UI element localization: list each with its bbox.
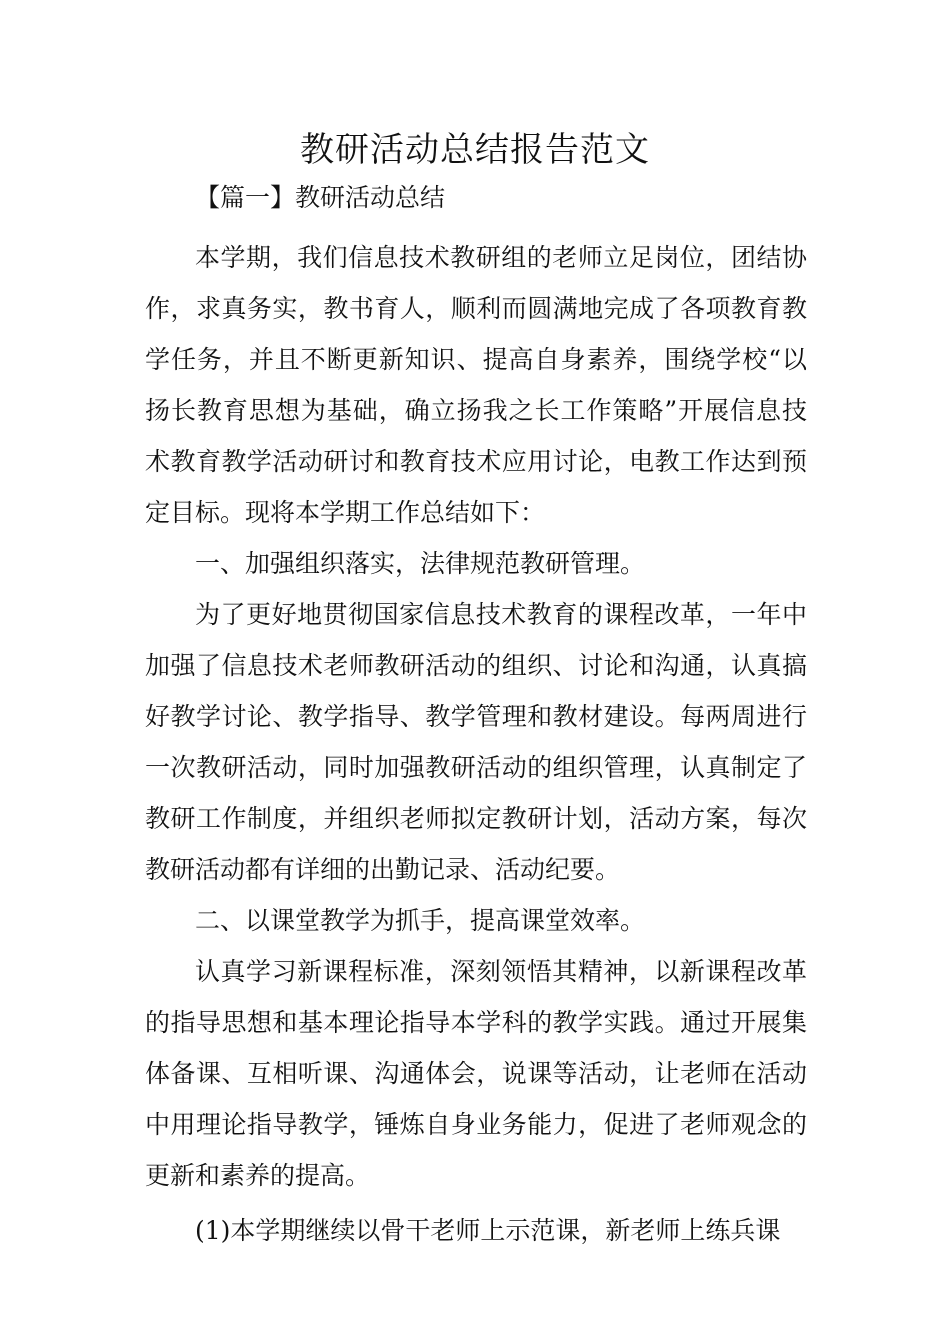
paragraph-heading-one: 一、加强组织落实，法律规范教研管理。 [195,549,646,578]
document-body [145,172,807,1256]
section-heading: 【篇一】教研活动总结 [195,183,446,212]
paragraph-intro: 本学期，我们信息技术教研组的老师立足岗位，团结协作，求真务实，教书育人，顺利而圆满地完成了各项教育教学任务，并且不断更新知识、提高自身素养，围绕学校“以扬长教育思想为基础，确立扬我之长工作策略”开展信息技术教育教学活动研讨和教育技术应用讨论，电教工作达到预定目标。现将本学期工作总结如下： [145,243,807,527]
paragraph-management: 为了更好地贯彻国家信息技术教育的课程改革，一年中加强了信息技术老师教研活动的组织、讨论和沟通，认真搞好教学讨论、教学指导、教学管理和教材建设。每两周进行一次教研活动，同时加强教研活动的组织管理，认真制定了教研工作制度，并组织老师拟定教研计划，活动方案，每次教研活动都有详细的出勤记录、活动纪要。 [145,600,807,884]
paragraph-item-one: (1)本学期继续以骨干老师上示范课，新老师上练兵课 [195,1216,781,1245]
document-title: 教研活动总结报告范文 [300,130,650,170]
paragraph-heading-two: 二、以课堂教学为抓手，提高课堂效率。 [195,906,646,935]
paragraph-curriculum: 认真学习新课程标准，深刻领悟其精神，以新课程改革的指导思想和基本理论指导本学科的教学实践。通过开展集体备课、互相听课、沟通体会，说课等活动，让老师在活动中用理论指导教学，锤炼自身业务能力，促进了老师观念的更新和素养的提高。 [145,957,807,1190]
